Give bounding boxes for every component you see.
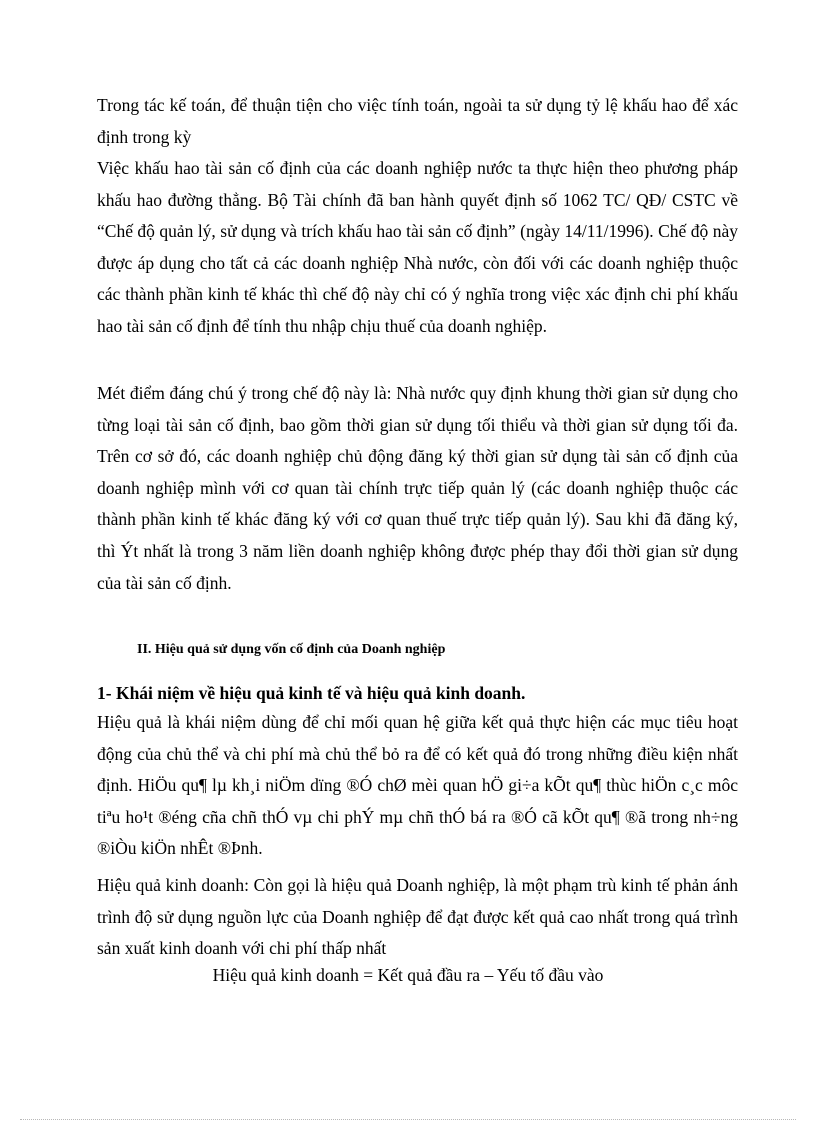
paragraph-usage-period: Mét điểm đáng chú ý trong chế độ này là: Nhà nước quy định khung thời gian sử dụng cho từng loại tài sản cố định, bao gồm thời gian sử dụng tối thiểu và thời gian sử dụng tối đa. Trên cơ sở đó, các doanh nghiệp chủ động đăng ký thời gian sử dụng tài sản cố định của doanh nghiệp mình với cơ quan tài chính trực tiếp quản lý (các doanh nghiệp thuộc các thành phần kinh tế khác đăng ký với cơ quan thuế trực tiếp quản lý). Sau khi đã đăng ký, thì Ýt nhất là trong 3 năm liền doanh nghiệp không được phép thay đổi thời gian sử dụng của tài sản cố định. (97, 383, 738, 593)
page-bottom-border (20, 1119, 796, 1120)
subsection-heading: 1- Khái niệm về hiệu quả kinh tế và hiệu quả kinh doanh. (97, 683, 526, 703)
section-heading: II. Hiệu quả sử dụng vốn cố định của Doanh nghiệp (137, 642, 446, 657)
paragraph-depreciation-method: Việc khấu hao tài sản cố định của các doanh nghiệp nước ta thực hiện theo phương pháp khấu hao đường thẳng. Bộ Tài chính đã ban hành quyết định số 1062 TC/ QĐ/ CSTC về “Chế độ quản lý, sử dụng và trích khấu hao tài sản cố định” (ngày 14/11/1996). Chế độ này được áp dụng cho tất cả các doanh nghiệp Nhà nước, còn đối với các doanh nghiệp thuộc các thành phần kinh tế khác thì chế độ này chỉ có ý nghĩa trong việc xác định chi phí khấu hao tài sản cố định để tính thu nhập chịu thuế của doanh nghiệp. (97, 158, 738, 336)
paragraph-efficiency-concept: Hiệu quả là khái niệm dùng để chỉ mối quan hệ giữa kết quả thực hiện các mục tiêu hoạt động của chủ thể và chi phí mà chủ thể bỏ ra để có kết quả đó trong những điều kiện nhất định. HiÖu qu¶ lµ kh¸i niÖm dïng ®Ó chØ mèi quan hÖ gi÷a kÕt qu¶ thùc hiÖn c¸c môc tiªu ho¹t ®éng cña chñ thÓ vµ chi phÝ mµ chñ thÓ bá ra ®Ó cã kÕt qu¶ ®ã trong nh÷ng ®iÒu kiÖn nhÊt ®Þnh. (97, 712, 738, 859)
paragraph-business-efficiency: Hiệu quả kinh doanh: Còn gọi là hiệu quả Doanh nghiệp, là một phạm trù kinh tế phản ánh trình độ sử dụng nguồn lực của Doanh nghiệp để đạt được kết quả cao nhất trong quá trình sản xuất kinh doanh với chi phí thấp nhất (97, 875, 738, 959)
efficiency-formula: Hiệu quả kinh doanh = Kết quả đầu ra – Yếu tố đầu vào (212, 965, 604, 985)
paragraph-depreciation-rate: Trong tác kế toán, để thuận tiện cho việc tính toán, ngoài ta sử dụng tỷ lệ khấu hao để xác định trong kỳ (97, 95, 738, 147)
